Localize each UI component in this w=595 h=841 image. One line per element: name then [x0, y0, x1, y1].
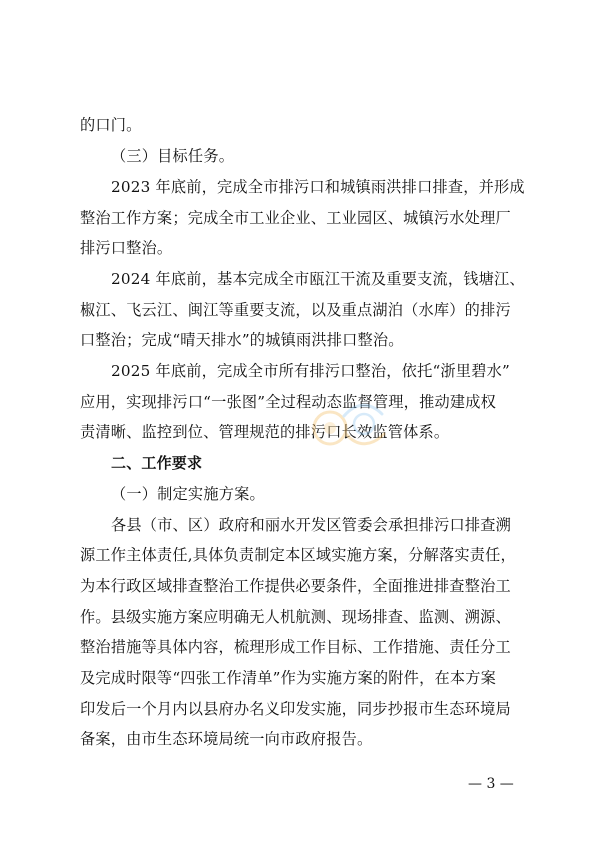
- text-line: 2023 年底前，完成全市排污口和城镇雨洪排口排查，并形成: [111, 178, 525, 196]
- text-line: 2024 年底前，基本完成全市瓯江干流及重要支流，钱塘江、: [111, 270, 525, 288]
- text-line: 的口门。: [80, 116, 142, 134]
- subsection-heading: （三）目标任务。: [111, 147, 235, 165]
- text-line: 2025 年底前，完成全市所有排污口整治，依托“浙里碧水”: [111, 362, 510, 380]
- text-line: 口整治；完成“晴天排水”的城镇雨洪排口整治。: [80, 331, 404, 349]
- text-line: 椒江、飞云江、闽江等重要支流，以及重点湖泊（水库）的排污: [80, 301, 511, 319]
- text-line: 排污口整治。: [80, 239, 173, 257]
- text-line: 责清晰、监控到位、管理规范的排污口长效监管体系。: [80, 423, 450, 441]
- text-line: 作。县级实施方案应明确无人机航测、现场排查、监测、溯源、: [80, 608, 511, 626]
- text-line: 及完成时限等“四张工作清单”作为实施方案的附件，在本方案: [80, 669, 497, 687]
- text-line: 为本行政区域排查整治工作提供必要条件，全面推进排查整治工: [80, 577, 511, 595]
- text-line: 整治措施等具体内容，梳理形成工作目标、工作措施、责任分工: [80, 638, 511, 656]
- text-line: 备案，由市生态环境局统一向市政府报告。: [80, 730, 373, 748]
- text-line: 应用，实现排污口“一张图”全过程动态监督管理，推动建成权: [80, 393, 497, 411]
- text-line: 整治工作方案；完成全市工业企业、工业园区、城镇污水处理厂: [80, 209, 511, 227]
- watermark-logo-icon: [300, 376, 390, 466]
- text-line: 源工作主体责任,具体负责制定本区域实施方案，分解落实责任，: [80, 546, 516, 564]
- text-line: 各县（市、区）政府和丽水开发区管委会承担排污口排查溯: [111, 516, 512, 534]
- text-line: 印发后一个月内以县府办名义印发实施，同步抄报市生态环境局: [80, 700, 511, 718]
- subsection-heading: （一）制定实施方案。: [111, 485, 265, 503]
- page-number: — 3 —: [468, 776, 514, 792]
- section-heading: 二、工作要求: [111, 454, 203, 472]
